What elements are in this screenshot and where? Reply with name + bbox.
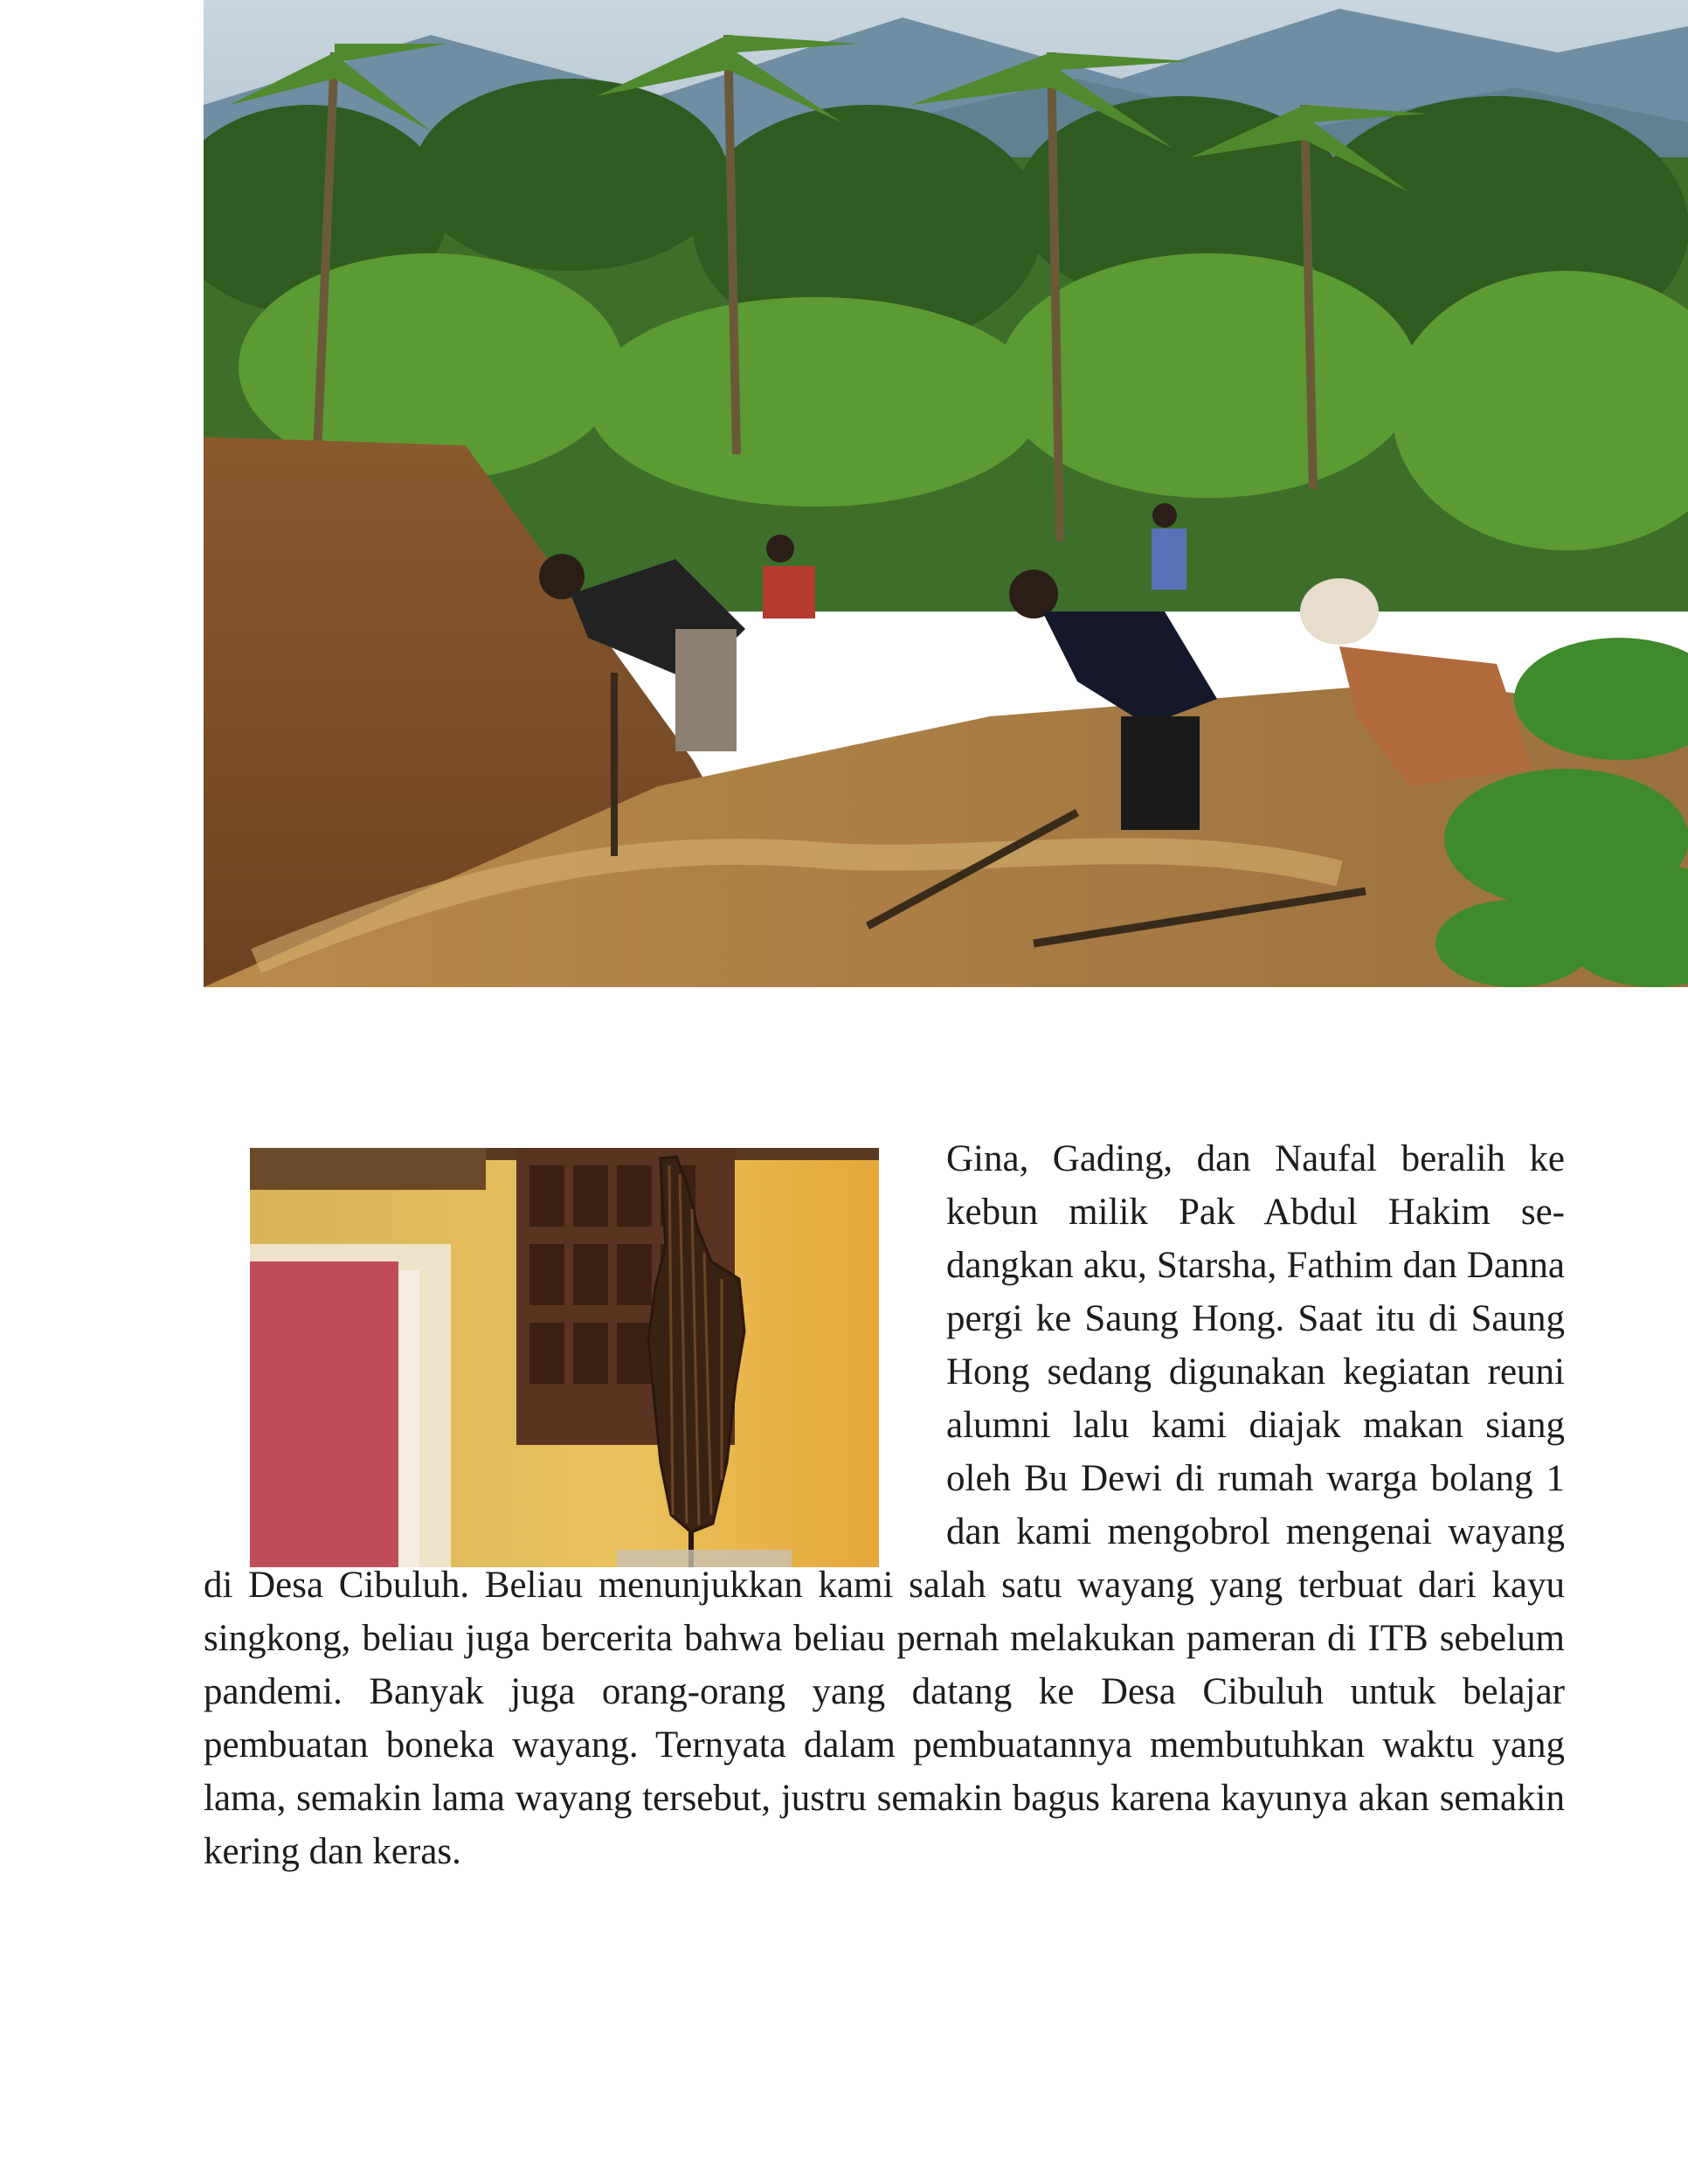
inset-photo-spacer (204, 1132, 946, 1559)
article-paragraph: Gina, Gading, dan Naufal beralih ke kebun milik Pak Abdul Hakim sedangkan aku, Starsha, Fathim dan Danna pergi ke Saung Hong. Saat itu di Saung Hong sedang digunakan kegiatan reuni alumni lalu kami diajak makan siang oleh Bu Dewi di rumah warga bolang 1 dan kami mengobrol mengenai wayang di Desa Cibuluh. Beliau menunjukkan kami salah satu wayang yang terbuat dari kayu singkong, beliau juga bercerita bahwa beliau pernah melakukan pameran di ITB sebelum pandemi. Banyak juga orang-orang yang datang ke Desa Cibuluh untuk belajar pembuatan boneka wayang. Ternyata dalam pembuatannya membutuhkan waktu yang lama, semakin lama wayang tersebut, justru semakin bagus karena kayunya akan semakin kering dan keras. (204, 1138, 1565, 1872)
farm-photo (204, 0, 1688, 987)
article-text (204, 1132, 1565, 1878)
